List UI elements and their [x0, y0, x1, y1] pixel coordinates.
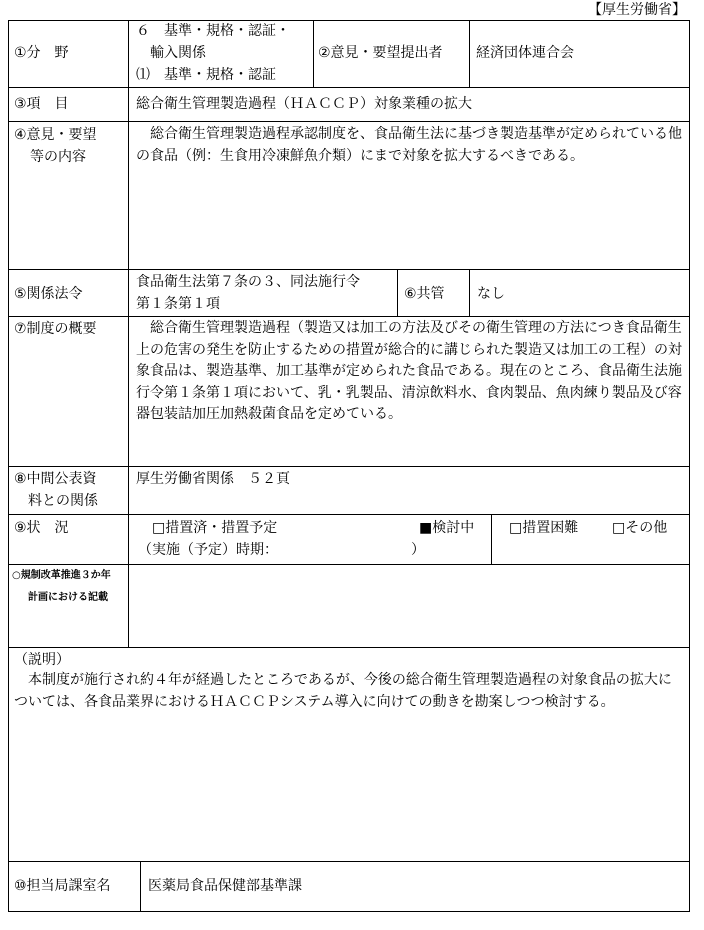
status-option-review[interactable]: ■検討中	[419, 520, 475, 536]
status-option-done[interactable]: □措置済・措置予定	[152, 520, 278, 536]
category-line1: ６ 基準・規格・認証・	[136, 23, 290, 39]
status-schedule: （実施（予定）時期： ）	[138, 542, 425, 558]
label-submitter: ②意見・要望提出者	[318, 45, 443, 61]
label-item: ③項 目	[14, 96, 69, 112]
status-option-difficult[interactable]: □措置困難	[509, 520, 579, 536]
law-line2: 第１条第１項	[136, 296, 220, 312]
submitter-value: 経済団体連合会	[476, 45, 574, 61]
request-text: 総合衛生管理製造過程承認制度を、食品衛生法に基づき製造基準が定められている他の食品（例：生食用冷凍鮮魚介類）にまで対象を拡大するべきである。	[136, 126, 682, 164]
joint-value: なし	[477, 286, 505, 302]
department-value: 医薬局食品保健部基準課	[148, 878, 302, 894]
system-outline-text: 総合衛生管理製造過程（製造又は加工の方法及びその衛生管理の方法につき食品衛生上の危害の発生を防止するための措置が総合的に講じられた製造又は加工の工程）の対象食品は、製造基準、加工基準が定められた食品である。現在のところ、食品衛生法施行令第１条第１項において、乳・乳製品、清涼飲料水、食肉製品、魚肉練り製品及び容器包装詰加圧加熱殺菌食品を定めている。	[136, 320, 682, 422]
category-line2: 輸入関係	[150, 45, 206, 61]
interim-value: 厚生労働省関係 ５２頁	[136, 471, 290, 487]
label-interim-line1: ⑧中間公表資	[14, 471, 97, 487]
item-value: 総合衛生管理製造過程（ＨＡＣＣＰ）対象業種の拡大	[136, 96, 472, 112]
label-plan-line2: 計画における記載	[28, 592, 108, 603]
label-related-law: ⑤関係法令	[14, 286, 83, 302]
label-plan-line1: ○規制改革推進３か年	[12, 570, 111, 581]
label-interim-line2: 料との関係	[28, 493, 98, 509]
label-request-line1: ④意見・要望	[14, 127, 97, 143]
category-line3: ⑴ 基準・規格・認証	[136, 67, 276, 83]
status-option-other[interactable]: □その他	[612, 520, 668, 536]
label-joint: ⑥共管	[404, 286, 445, 302]
explanation-heading: （説明）	[14, 652, 70, 668]
law-line1: 食品衛生法第７条の３、同法施行令	[136, 274, 360, 290]
ministry-tag: 【厚生労働省】	[588, 2, 686, 18]
label-request-line2: 等の内容	[30, 149, 86, 165]
explanation-text: 本制度が施行され約４年が経過したところであるが、今後の総合衛生管理製造過程の対象食品の拡大については、各食品業界におけるＨＡＣＣＰシステム導入に向けての動きを勘案しつつ検討する。	[14, 672, 672, 710]
label-category: ①分 野	[14, 45, 69, 61]
label-system-outline: ⑦制度の概要	[14, 321, 97, 337]
label-status: ⑨状 況	[14, 520, 69, 536]
label-department: ⑩担当局課室名	[14, 878, 111, 894]
